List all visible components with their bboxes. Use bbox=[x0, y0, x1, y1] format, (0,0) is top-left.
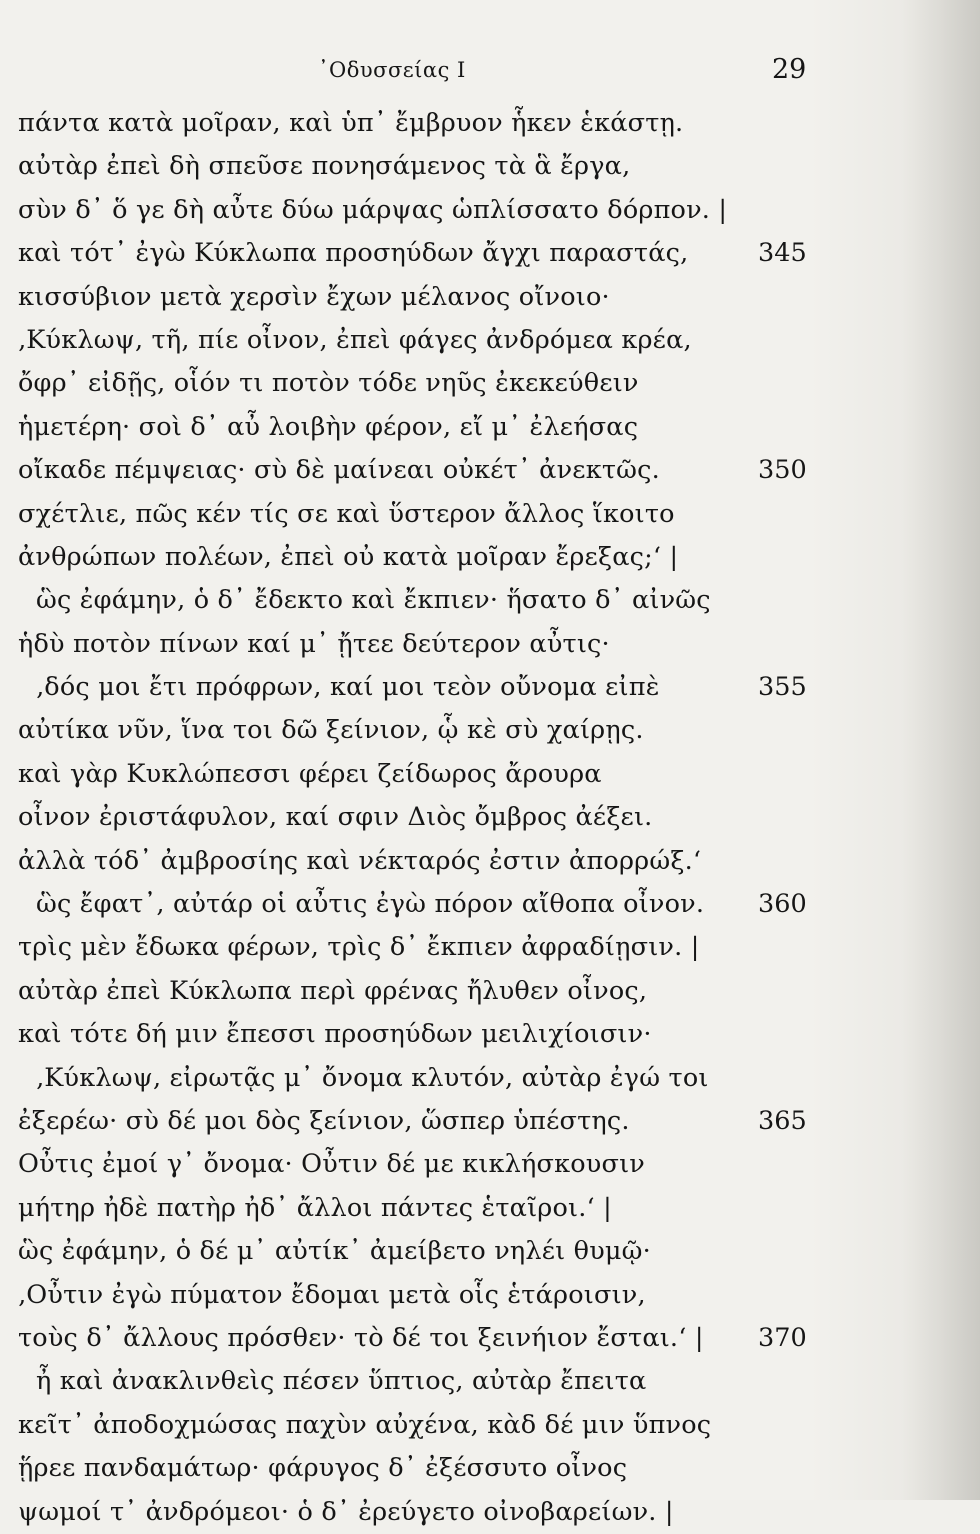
verse-line-text: ‚δός μοι ἔτι πρόφρων, καί μοι τεὸν οὔνομα εἰπὲ bbox=[36, 672, 660, 703]
page-header bbox=[0, 54, 980, 90]
verse-line bbox=[0, 362, 980, 405]
verse-text bbox=[0, 102, 980, 1534]
verse-line bbox=[0, 1230, 980, 1273]
verse-line bbox=[0, 666, 980, 709]
verse-line-text: καὶ τότ᾿ ἐγὼ Κύκλωπα προσηύδων ἄγχι παραστάς, bbox=[18, 238, 689, 269]
verse-line bbox=[0, 493, 980, 536]
verse-line-text: ἀνθρώπων πολέων, ἐπεὶ οὐ κατὰ μοῖραν ἔρεξας;‘ | bbox=[18, 541, 679, 572]
line-number: 360 bbox=[758, 889, 807, 920]
verse-line bbox=[0, 406, 980, 449]
verse-line-text: αὐτίκα νῦν, ἵνα τοι δῶ ξείνιον, ᾧ κὲ σὺ χαίρῃς. bbox=[18, 715, 644, 746]
verse-line bbox=[0, 1447, 980, 1490]
verse-line bbox=[0, 189, 980, 232]
verse-line-text: ἡδὺ ποτὸν πίνων καί μ᾿ ᾔτεε δεύτερον αὖτις· bbox=[18, 628, 610, 659]
verse-line-text: κεῖτ᾿ ἀποδοχμώσας παχὺν αὐχένα, κὰδ δέ μιν ὕπνος bbox=[18, 1409, 712, 1440]
verse-line bbox=[0, 1143, 980, 1186]
line-number: 365 bbox=[758, 1105, 807, 1136]
running-title: ᾿Οδυσσείας Ι bbox=[318, 58, 466, 82]
verse-line bbox=[0, 709, 980, 752]
verse-line bbox=[0, 319, 980, 362]
verse-line-text: σὺν δ᾿ ὅ γε δὴ αὖτε δύω μάρψας ὡπλίσσατο δόρπον. | bbox=[18, 194, 728, 225]
verse-line-text: καὶ γὰρ Κυκλώπεσσι φέρει ζείδωρος ἄρουρα bbox=[18, 758, 602, 789]
verse-line bbox=[0, 449, 980, 492]
verse-line-text: τρὶς μὲν ἔδωκα φέρων, τρὶς δ᾿ ἔκπιεν ἀφραδίῃσιν. | bbox=[18, 932, 700, 963]
verse-line-text: ὣς ἔφατ᾿, αὐτάρ οἱ αὖτις ἐγὼ πόρον αἴθοπα οἶνον. bbox=[36, 889, 705, 920]
line-number: 345 bbox=[758, 238, 807, 269]
verse-line-text: σχέτλιε, πῶς κέν τίς σε καὶ ὕστερον ἄλλος ἵκοιτο bbox=[18, 498, 675, 529]
verse-line bbox=[0, 276, 980, 319]
verse-line-text: τοὺς δ᾿ ἄλλους πρόσθεν· τὸ δέ τοι ξεινήιον ἔσται.‘ | bbox=[18, 1322, 704, 1353]
line-number: 350 bbox=[758, 455, 807, 486]
verse-line bbox=[0, 1100, 980, 1143]
verse-line-text: ‚Κύκλωψ, τῆ, πίε οἶνον, ἐπεὶ φάγες ἀνδρόμεα κρέα, bbox=[18, 324, 692, 355]
verse-line-text: αὐτὰρ ἐπεὶ δὴ σπεῦσε πονησάμενος τὰ ἃ ἔργα, bbox=[18, 151, 631, 182]
verse-line bbox=[0, 232, 980, 275]
verse-line bbox=[0, 145, 980, 188]
verse-line-text: ἦ καὶ ἀνακλινθεὶς πέσεν ὕπτιος, αὐτὰρ ἔπειτα bbox=[36, 1366, 647, 1397]
verse-line-text: κισσύβιον μετὰ χερσὶν ἔχων μέλανος οἴνοιο· bbox=[18, 281, 610, 312]
verse-line-text: ψωμοί τ᾿ ἀνδρόμεοι· ὁ δ᾿ ἐρεύγετο οἰνοβαρείων. | bbox=[18, 1496, 674, 1527]
verse-line-text: ἀλλὰ τόδ᾿ ἀμβροσίης καὶ νέκταρός ἐστιν ἀπορρώξ.‘ bbox=[18, 845, 702, 876]
verse-line-text: οἴκαδε πέμψειας· σὺ δὲ μαίνεαι οὐκέτ᾿ ἀνεκτῶς. bbox=[18, 455, 660, 486]
verse-line bbox=[0, 536, 980, 579]
verse-line-text: ἡμετέρη· σοὶ δ᾿ αὖ λοιβὴν φέρον, εἴ μ᾿ ἐλεήσας bbox=[18, 411, 639, 442]
verse-line bbox=[0, 1404, 980, 1447]
verse-line bbox=[0, 1013, 980, 1056]
verse-line-text: ᾕρεε πανδαμάτωρ· φάρυγος δ᾿ ἐξέσσυτο οἶνος bbox=[18, 1453, 628, 1484]
verse-line bbox=[0, 970, 980, 1013]
verse-line bbox=[0, 623, 980, 666]
verse-line-text: Οὖτις ἐμοί γ᾿ ὄνομα· Οὖτιν δέ με κικλήσκουσιν bbox=[18, 1149, 646, 1180]
verse-line bbox=[0, 579, 980, 622]
verse-line bbox=[0, 1274, 980, 1317]
verse-line bbox=[0, 1187, 980, 1230]
verse-line-text: οἶνον ἐριστάφυλον, καί σφιν Διὸς ὄμβρος ἀέξει. bbox=[18, 802, 653, 833]
verse-line-text: ‚Οὖτιν ἐγὼ πύματον ἔδομαι μετὰ οἷς ἑτάροισιν, bbox=[18, 1279, 646, 1310]
verse-line-text: ‚Κύκλωψ, εἰρωτᾷς μ᾿ ὄνομα κλυτόν, αὐτὰρ ἐγώ τοι bbox=[36, 1062, 709, 1093]
line-number: 355 bbox=[758, 672, 807, 703]
verse-line bbox=[0, 1360, 980, 1403]
verse-line bbox=[0, 102, 980, 145]
verse-line-text: ὣς ἐφάμην, ὁ δέ μ᾿ αὐτίκ᾿ ἀμείβετο νηλέι θυμῷ· bbox=[18, 1236, 651, 1267]
verse-line bbox=[0, 1057, 980, 1100]
verse-line bbox=[0, 926, 980, 969]
verse-line bbox=[0, 883, 980, 926]
verse-line bbox=[0, 1317, 980, 1360]
verse-line-text: αὐτὰρ ἐπεὶ Κύκλωπα περὶ φρένας ἤλυθεν οἶνος, bbox=[18, 975, 648, 1006]
verse-line-text: ὄφρ᾿ εἰδῇς, οἷόν τι ποτὸν τόδε νηῦς ἐκεκεύθειν bbox=[18, 368, 639, 399]
verse-line-text: ἐξερέω· σὺ δέ μοι δὸς ξείνιον, ὥσπερ ὑπέστης. bbox=[18, 1105, 630, 1136]
verse-line bbox=[0, 840, 980, 883]
verse-line bbox=[0, 753, 980, 796]
verse-line-text: καὶ τότε δή μιν ἔπεσσι προσηύδων μειλιχίοισιν· bbox=[18, 1019, 652, 1050]
verse-line-text: ὣς ἐφάμην, ὁ δ᾿ ἔδεκτο καὶ ἔκπιεν· ἥσατο δ᾿ αἰνῶς bbox=[36, 585, 711, 616]
line-number: 370 bbox=[758, 1322, 807, 1353]
verse-line-text: μήτηρ ἠδὲ πατὴρ ἠδ᾿ ἄλλοι πάντες ἑταῖροι.‘ | bbox=[18, 1192, 612, 1223]
verse-line bbox=[0, 1491, 980, 1534]
verse-line bbox=[0, 796, 980, 839]
verse-line-text: πάντα κατὰ μοῖραν, καὶ ὑπ᾿ ἔμβρυον ἧκεν ἑκάστῃ. bbox=[18, 108, 684, 138]
page-number: 29 bbox=[772, 54, 807, 85]
